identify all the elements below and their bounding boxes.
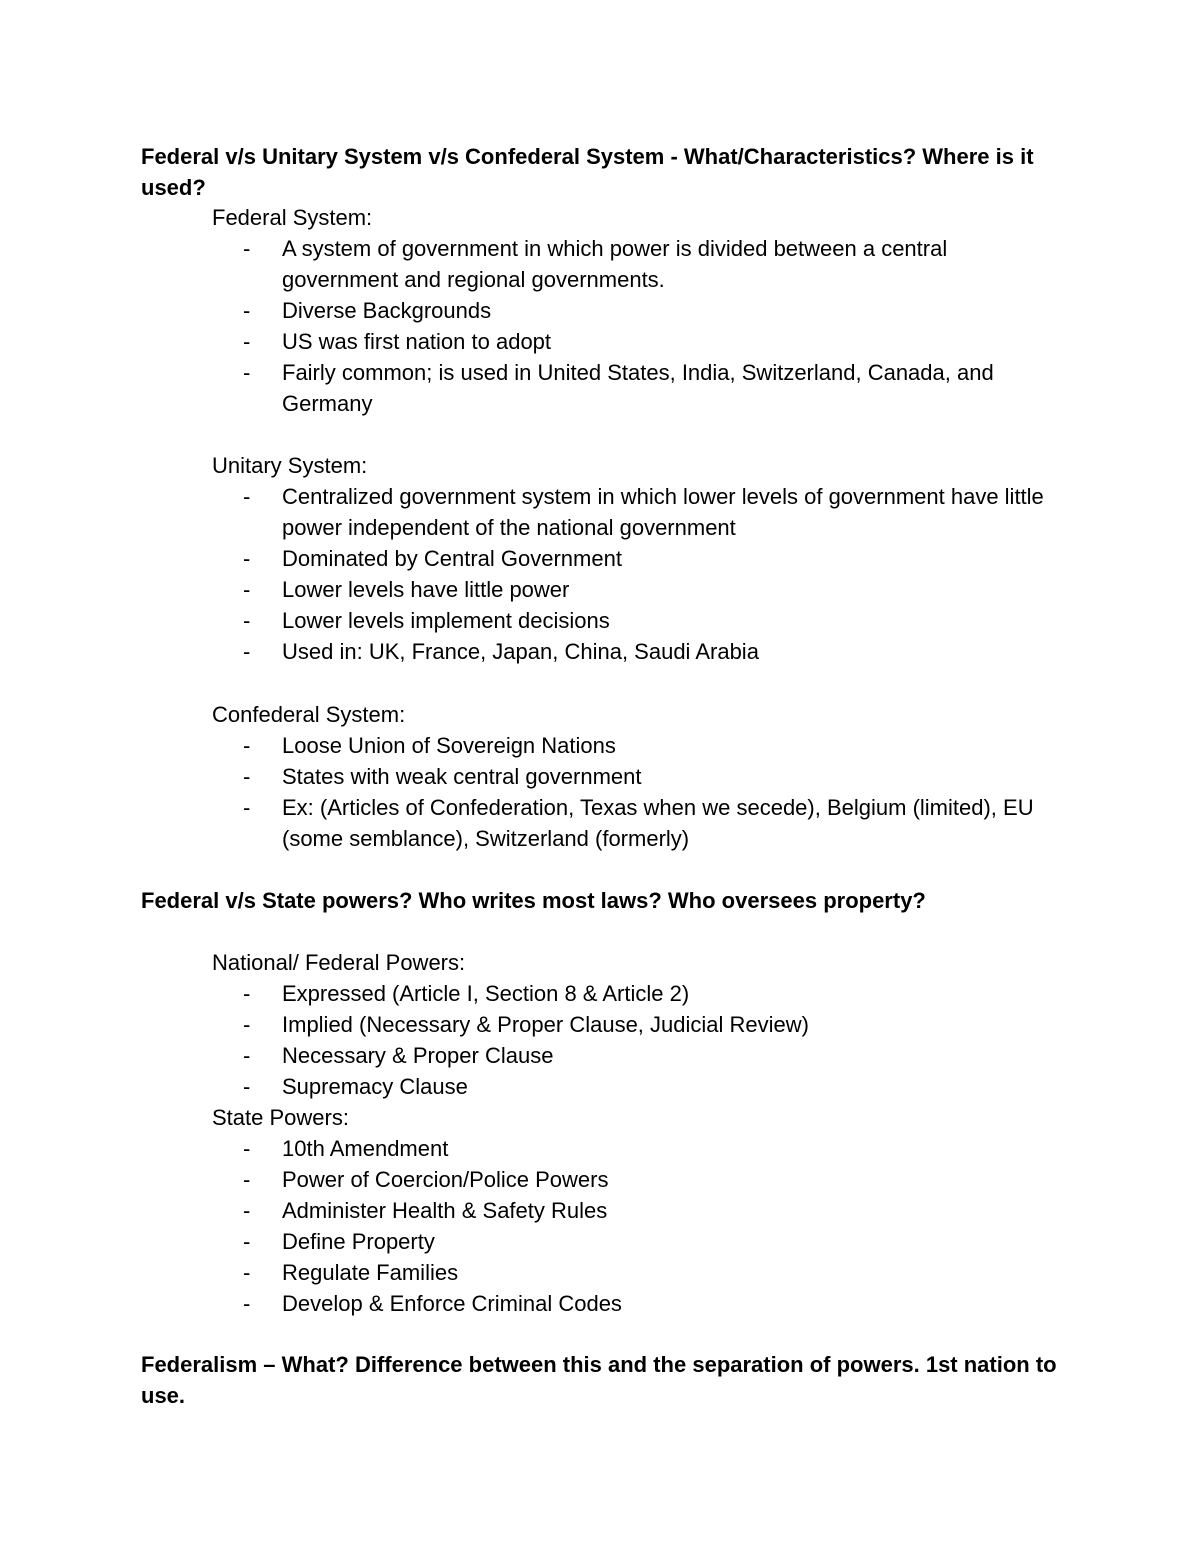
- list-item: - US was first nation to adopt: [243, 326, 1063, 357]
- bullet-dash: -: [243, 1043, 251, 1068]
- list-item: - Supremacy Clause: [243, 1071, 1063, 1102]
- list-item: - Lower levels have little power: [243, 574, 1063, 605]
- group-label-federal-powers: National/ Federal Powers:: [212, 950, 466, 975]
- list-item: - States with weak central government: [243, 761, 1063, 792]
- group-label-state-powers: State Powers:: [212, 1105, 349, 1130]
- bullet-list-federal-powers: [243, 978, 1063, 1102]
- section-heading-federalism: Federalism – What? Difference between this and the separation of powers. 1st nation to use.: [141, 1352, 1057, 1408]
- bullet-list-unitary-system: [243, 481, 1063, 667]
- bullet-dash: -: [243, 1198, 251, 1223]
- section-heading-powers: Federal v/s State powers? Who writes most laws? Who oversees property?: [141, 888, 926, 913]
- list-item: - Define Property: [243, 1226, 1063, 1257]
- list-item: - Administer Health & Safety Rules: [243, 1195, 1063, 1226]
- group-label-federal-system: Federal System:: [212, 205, 373, 230]
- bullet-dash: -: [243, 1260, 251, 1285]
- bullet-dash: -: [243, 1074, 251, 1099]
- list-item: - Diverse Backgrounds: [243, 295, 1063, 326]
- list-item: - Centralized government system in which lower levels of government have little power independent of the national government: [243, 481, 1063, 543]
- list-item: - Develop & Enforce Criminal Codes: [243, 1288, 1063, 1319]
- list-item: - Implied (Necessary & Proper Clause, Judicial Review): [243, 1009, 1063, 1040]
- bullet-dash: -: [243, 577, 251, 602]
- bullet-dash: -: [243, 764, 251, 789]
- list-item: - Expressed (Article I, Section 8 & Article 2): [243, 978, 1063, 1009]
- bullet-dash: -: [243, 1167, 251, 1192]
- bullet-list-confederal-system: [243, 730, 1063, 854]
- list-item: - 10th Amendment: [243, 1133, 1063, 1164]
- bullet-dash: -: [243, 981, 251, 1006]
- bullet-dash: -: [243, 1012, 251, 1037]
- bullet-dash: -: [243, 1291, 251, 1316]
- list-item: - Used in: UK, France, Japan, China, Saudi Arabia: [243, 636, 1063, 667]
- bullet-dash: -: [243, 1136, 251, 1161]
- bullet-dash: -: [243, 795, 251, 820]
- section-heading-systems: Federal v/s Unitary System v/s Confederal System - What/Characteristics? Where is it used?: [141, 144, 1034, 200]
- list-item: - Lower levels implement decisions: [243, 605, 1063, 636]
- bullet-dash: -: [243, 298, 251, 323]
- list-item: - A system of government in which power is divided between a central government and regional governments.: [243, 233, 1063, 295]
- list-item: - Power of Coercion/Police Powers: [243, 1164, 1063, 1195]
- bullet-dash: -: [243, 360, 251, 385]
- bullet-dash: -: [243, 329, 251, 354]
- group-label-unitary-system: Unitary System:: [212, 453, 368, 478]
- list-item: - Regulate Families: [243, 1257, 1063, 1288]
- group-label-confederal-system: Confederal System:: [212, 702, 406, 727]
- list-item: - Ex: (Articles of Confederation, Texas when we secede), Belgium (limited), EU (some semblance), Switzerland (formerly): [243, 792, 1063, 854]
- bullet-dash: -: [243, 639, 251, 664]
- bullet-dash: -: [243, 546, 251, 571]
- list-item: - Loose Union of Sovereign Nations: [243, 730, 1063, 761]
- bullet-dash: -: [243, 236, 251, 261]
- list-item: - Fairly common; is used in United States, India, Switzerland, Canada, and Germany: [243, 357, 1063, 419]
- list-item: - Necessary & Proper Clause: [243, 1040, 1063, 1071]
- bullet-list-federal-system: [243, 233, 1063, 419]
- bullet-dash: -: [243, 1229, 251, 1254]
- bullet-list-state-powers: [243, 1133, 1063, 1319]
- bullet-dash: -: [243, 733, 251, 758]
- bullet-dash: -: [243, 484, 251, 509]
- bullet-dash: -: [243, 608, 251, 633]
- list-item: - Dominated by Central Government: [243, 543, 1063, 574]
